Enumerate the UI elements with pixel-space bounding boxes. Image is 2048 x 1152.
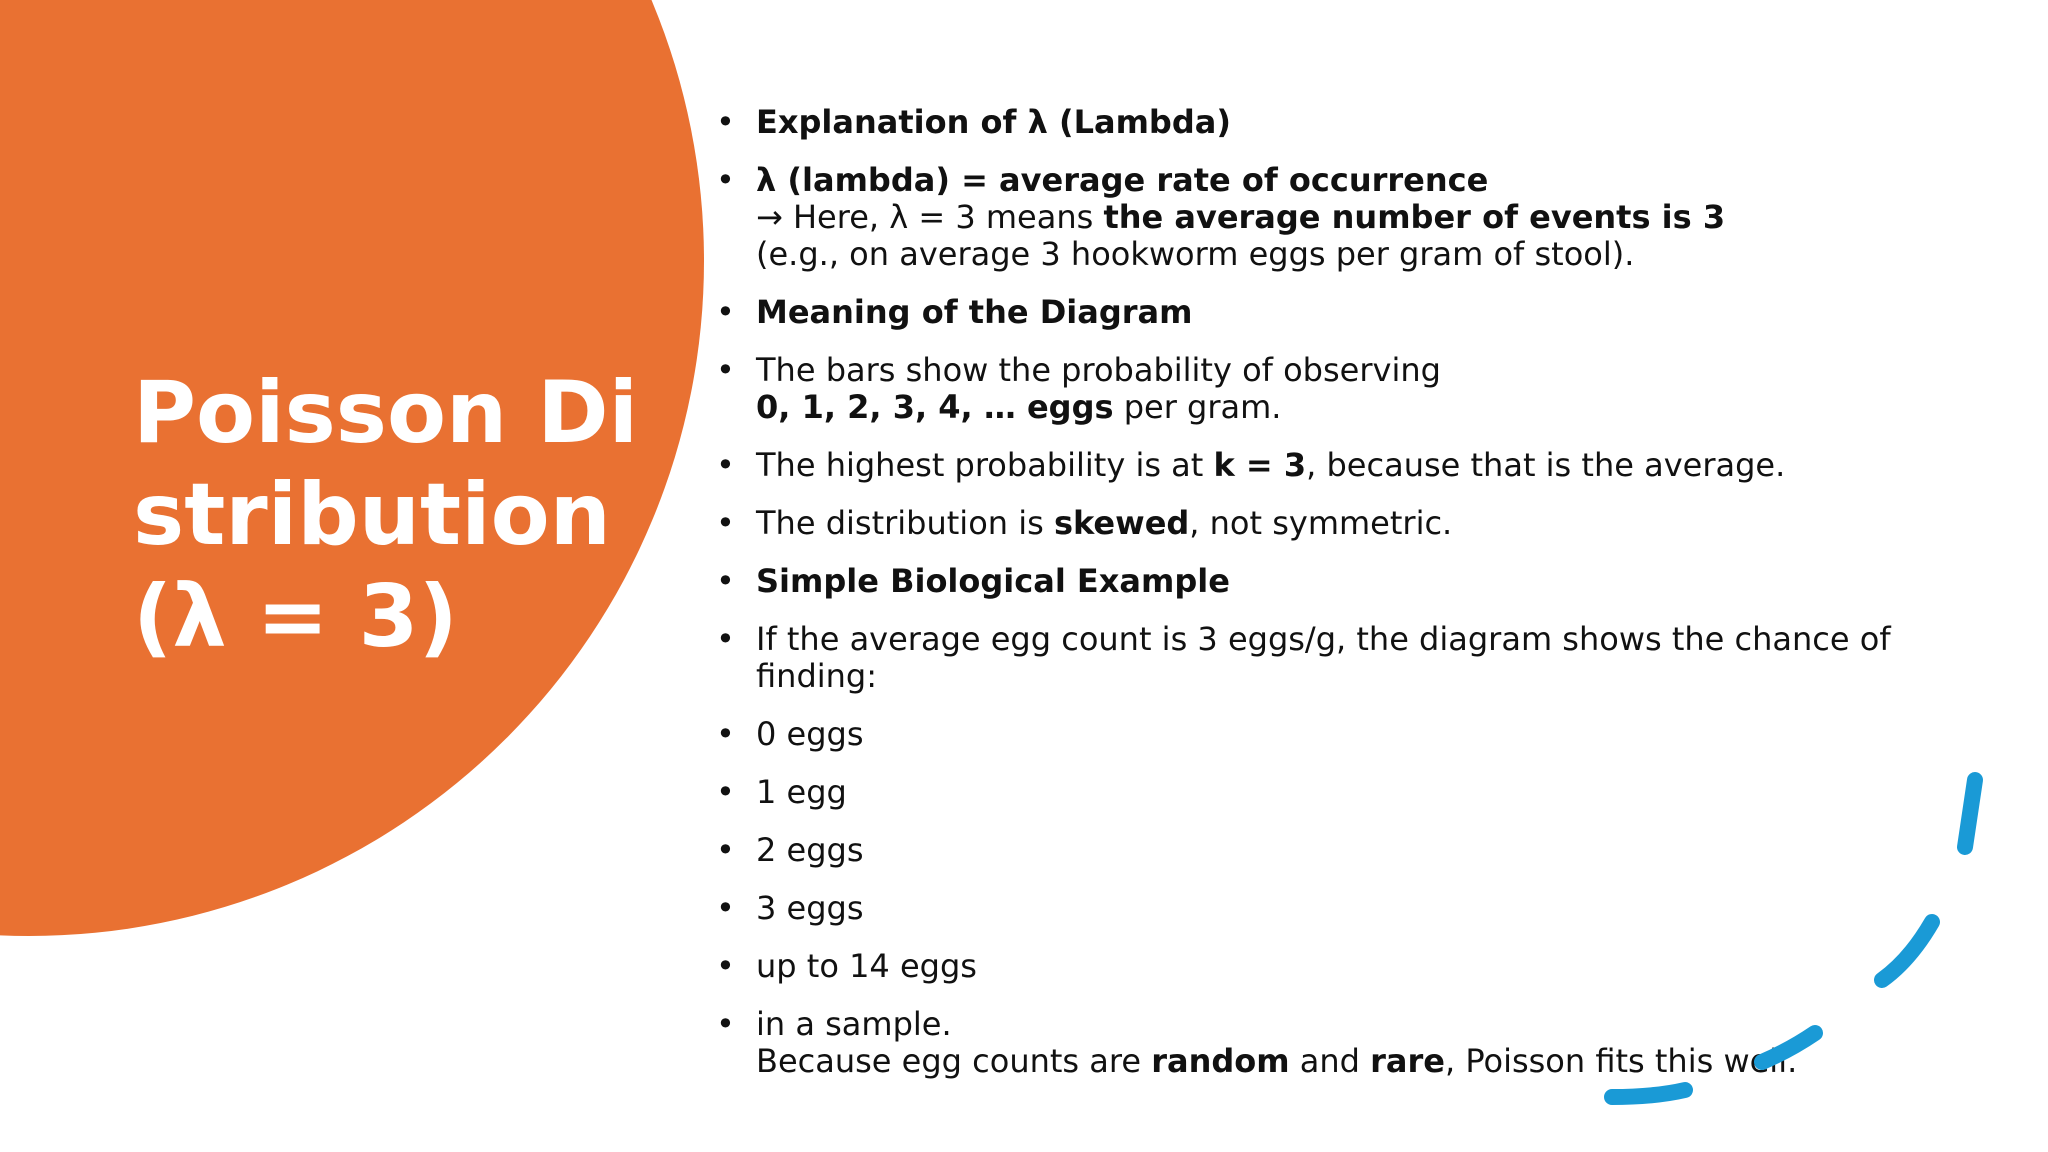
- skewed-bold: skewed: [1053, 504, 1190, 542]
- bullet-example-intro: • If the average egg count is 3 eggs/g, the diagram shows the chance of finding:: [716, 621, 1916, 695]
- slide-title: Poisson Distribution (λ = 3): [133, 363, 639, 667]
- bullet-diagram-heading: • Meaning of the Diagram: [716, 294, 1916, 331]
- bullet-example-heading: • Simple Biological Example: [716, 563, 1916, 600]
- bars-values-line: [756, 389, 1916, 426]
- bullet-2-eggs: • 2 eggs: [716, 832, 1916, 869]
- conclusion-text-tail: , Poisson fits this well.: [1444, 1042, 1798, 1080]
- highest-prob-text: The highest probability is at: [756, 446, 1214, 484]
- skewed-text: The distribution is: [756, 504, 1054, 542]
- conclusion-text-a: Because egg counts are: [756, 1042, 1152, 1080]
- bullet-lambda-heading: • Explanation of λ (Lambda): [716, 104, 1916, 141]
- lambda-meaning-bold: the average number of events is 3: [1103, 198, 1726, 236]
- conclusion-line-1: • in a sample.: [756, 1005, 952, 1043]
- lambda-meaning-line: [756, 199, 1916, 236]
- lambda-example-line: (e.g., on average 3 hookworm eggs per gram of stool).: [756, 235, 1635, 273]
- skewed-tail: , not symmetric.: [1189, 504, 1453, 542]
- bullet-3-eggs: • 3 eggs: [716, 890, 1916, 927]
- conclusion-bold-random: random: [1151, 1042, 1290, 1080]
- bullet-0-eggs: • 0 eggs: [716, 716, 1916, 753]
- arc-dash-1: [1965, 780, 1975, 847]
- lambda-definition-line: • λ (lambda) = average rate of occurrence: [756, 161, 1489, 199]
- bars-values-text: per gram.: [1113, 388, 1282, 426]
- bullet-skewed: [716, 505, 1916, 542]
- bars-values-bold: 0, 1, 2, 3, 4, … eggs: [756, 388, 1114, 426]
- conclusion-line-2: [756, 1043, 1916, 1080]
- bars-meaning-line: • The bars show the probability of observing: [756, 351, 1441, 389]
- bullet-lambda-definition: [716, 162, 1916, 273]
- conclusion-bold-rare: rare: [1370, 1042, 1445, 1080]
- highest-prob-tail: , because that is the average.: [1306, 446, 1786, 484]
- bullet-list: [716, 104, 1916, 1101]
- bullet-bars-meaning: [716, 352, 1916, 426]
- bullet-conclusion: [716, 1006, 1916, 1080]
- bullet-1-egg: • 1 egg: [716, 774, 1916, 811]
- lambda-meaning-text: → Here, λ = 3 means: [756, 198, 1104, 236]
- highest-prob-bold: k = 3: [1213, 446, 1307, 484]
- bullet-highest-probability: [716, 447, 1916, 484]
- bullet-14-eggs: • up to 14 eggs: [716, 948, 1916, 985]
- conclusion-text-and: and: [1289, 1042, 1371, 1080]
